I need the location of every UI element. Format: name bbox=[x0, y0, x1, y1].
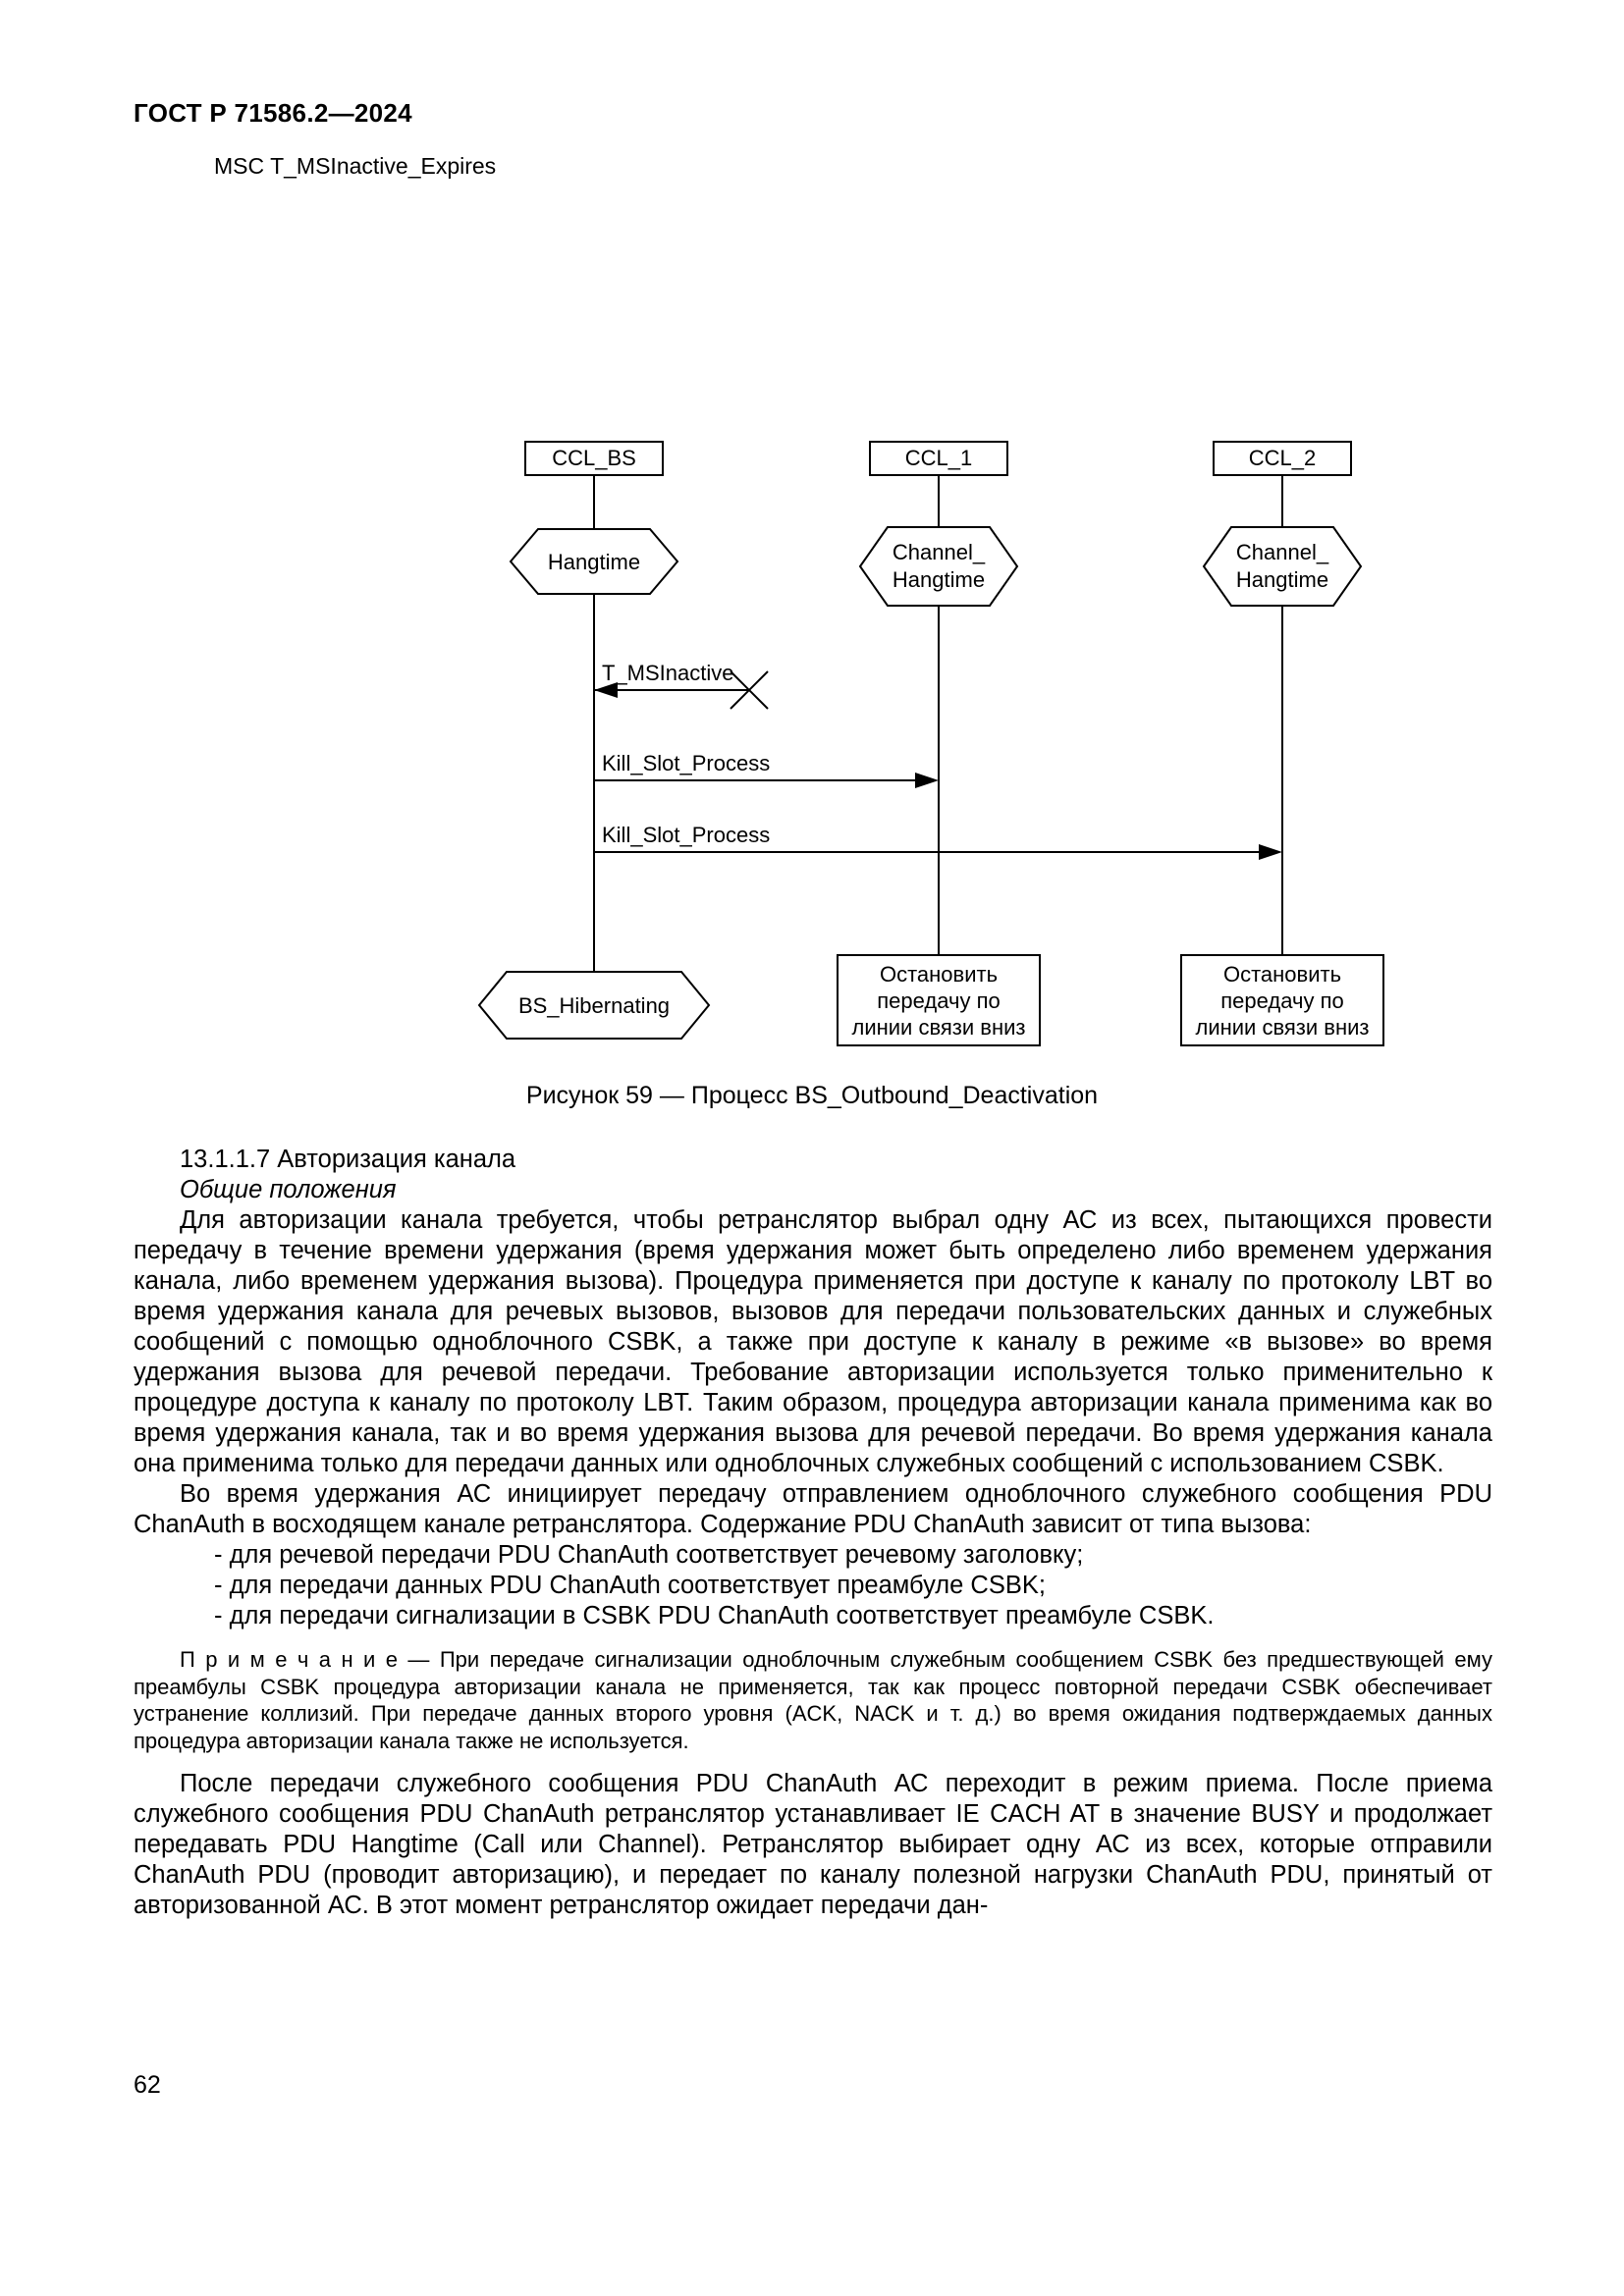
stop-box-2-line-1: Остановить bbox=[1222, 962, 1342, 987]
state-label-bs-hibernating: BS_Hibernating bbox=[517, 993, 671, 1018]
doc-code: ГОСТ Р 71586.2—2024 bbox=[134, 98, 412, 128]
state-hexagon-channel-hangtime-1 bbox=[860, 527, 1017, 606]
stop-box-1-line-2: передачу по bbox=[877, 988, 1001, 1013]
stop-box-1-line-1: Остановить bbox=[879, 962, 999, 987]
list-item: - для передачи сигнализации в CSBK PDU ChanAuth соответствует преамбуле CSBK. bbox=[214, 1602, 1215, 1629]
lifeline-label-ccl-2: CCL_2 bbox=[1248, 446, 1317, 470]
state-label-channel-2a: Channel_ bbox=[1235, 540, 1329, 564]
message-label-1: Kill_Slot_Process bbox=[602, 751, 771, 775]
list-item: - для передачи данных PDU ChanAuth соответствует преамбуле CSBK; bbox=[214, 1572, 1046, 1599]
body-text bbox=[134, 1145, 1492, 1921]
lifeline-label-ccl-bs: CCL_BS bbox=[552, 446, 636, 470]
list-item: - для речевой передачи PDU ChanAuth соответствует речевому заголовку; bbox=[214, 1541, 1084, 1569]
msc-diagram bbox=[0, 432, 1624, 1090]
state-label-channel-1a: Channel_ bbox=[892, 540, 986, 564]
section-heading: 13.1.1.7 Авторизация канала bbox=[180, 1146, 516, 1173]
state-label-hangtime: Hangtime bbox=[547, 550, 641, 574]
paragraph: Для авторизации канала требуется, чтобы ретранслятор выбрал одну АС из всех, пытающихся провести передачу в течение времени удержания (время удержания может быть определено либо временем удержания канала, либо временем удержания вызова). Процедура применяется при доступе к каналу по протоколу LBT во время удержания канала для речевых вызовов, вызовов для передачи пользовательских данных и служебных сообщений с помощью одноблочного CSBK, а также при доступе к каналу в режиме «в вызове» во время удержания вызова для речевой передачи. Требование авторизации используется только применительно к процедуре доступа к каналу по протоколу LBT. Таким образом, процедура авторизации канала применима как во время удержания канала, так и во время удержания вызова для речевой передачи. Во время удержания канала она применима только для передачи данных или одноблочных служебных сообщений с использованием CSBK. bbox=[134, 1206, 1492, 1477]
page-number: 62 bbox=[134, 2071, 161, 2099]
state-hexagon-channel-hangtime-2 bbox=[1204, 527, 1361, 606]
figure-caption: Рисунок 59 — Процесс BS_Outbound_Deactivation bbox=[525, 1082, 1099, 1109]
message-arrowhead-1 bbox=[915, 773, 939, 788]
paragraph: После передачи служебного сообщения PDU ChanAuth АС переходит в режим приема. После приема служебного сообщения PDU ChanAuth ретранслятор устанавливает IE CACH AT в значение BUSY и продолжает передавать PDU Hangtime (Call или Channel). Ретранслятор выбирает одну АС из всех, которые отправили ChanAuth PDU (проводит авторизацию), и передает по каналу полезной нагрузки ChanAuth PDU, принятый от авторизованной АС. В этот момент ретранслятор ожидает передачи дан- bbox=[134, 1770, 1492, 1919]
message-label-2: Kill_Slot_Process bbox=[602, 823, 771, 847]
note-paragraph: П р и м е ч а н и е — При передаче сигнализации одноблочным служебным сообщением CSBK без предшествующей ему преамбулы CSBK процедура авторизации канала не применяется, так как процесс повторной передачи CSBK обеспечивает устранение коллизий. При передаче данных второго уровня (ACK, NACK и т. д.) во время ожидания подтверждаемых данных процедура авторизации канала также не используется. bbox=[134, 1647, 1492, 1753]
stop-box-1-line-3: линии связи вниз bbox=[851, 1015, 1026, 1040]
state-label-channel-2b: Hangtime bbox=[1235, 567, 1329, 592]
subsection-heading: Общие положения bbox=[180, 1176, 397, 1203]
msc-diagram-title: MSC T_MSInactive_Expires bbox=[214, 153, 497, 179]
lifeline-label-ccl-1: CCL_1 bbox=[904, 446, 973, 470]
paragraph: Во время удержания АС инициирует передачу отправлением одноблочного служебного сообщения PDU ChanAuth в восходящем канале ретранслятора. Содержание PDU ChanAuth зависит от типа вызова: bbox=[134, 1480, 1492, 1538]
stop-box-2-line-2: передачу по bbox=[1220, 988, 1344, 1013]
state-label-channel-1b: Hangtime bbox=[892, 567, 986, 592]
message-arrowhead-2 bbox=[1259, 844, 1282, 860]
timer-label: T_MSInactive bbox=[602, 661, 734, 685]
stop-box-2-line-3: линии связи вниз bbox=[1195, 1015, 1370, 1040]
